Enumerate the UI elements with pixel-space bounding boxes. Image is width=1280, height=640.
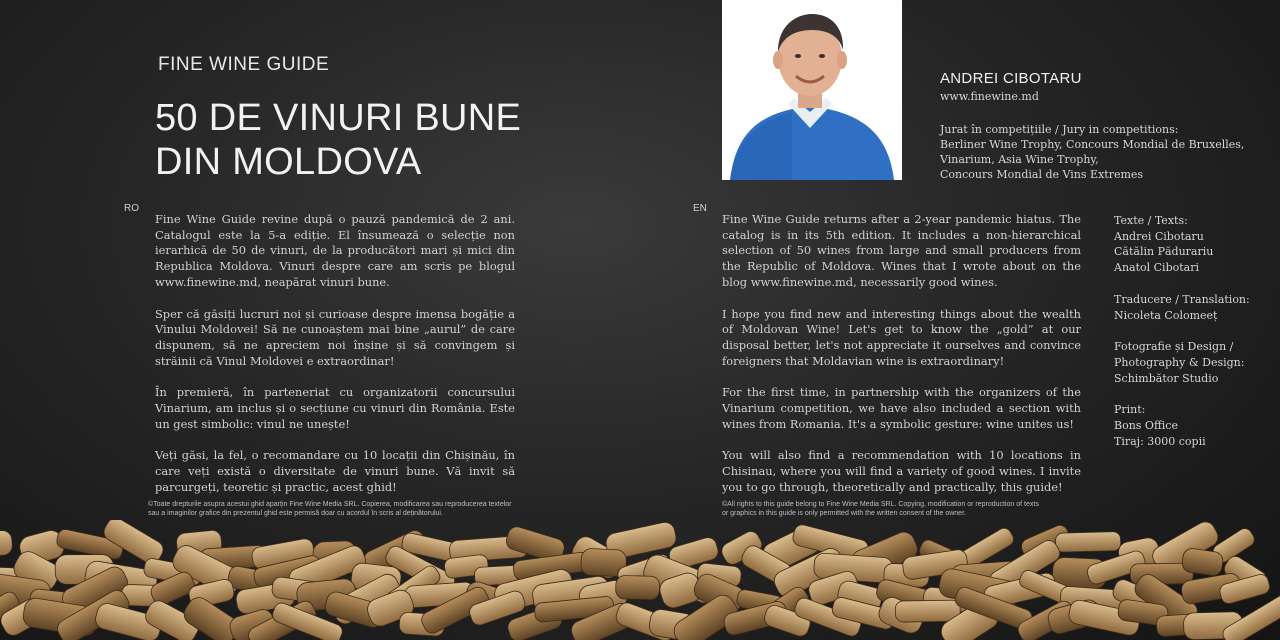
- ro-paragraph: În premieră, în parteneriat cu organizatorii concursului Vinarium, am inclus și o secțiune cu vinuri din România. Este un gest simbolic: vinul ne unește!: [155, 385, 515, 431]
- ro-paragraph: Veți găsi, la fel, o recomandare cu 10 locații din Chișinău, în care veți există o diversitate de vinuri bune. Vă invit să parcurgeți, teoretic și practic, acest ghid!: [155, 448, 515, 494]
- en-paragraph: For the first time, in partnership with the organizers of the Vinarium competition, we have also included a section with wines from Romania. It's a symbolic gesture: wine unites us!: [722, 385, 1081, 431]
- author-name: ANDREI CIBOTARU: [940, 70, 1082, 87]
- credits-name: Anatol Cibotari: [1114, 261, 1199, 275]
- ro-copyright: ©Toate drepturile asupra acestui ghid aparțin Fine Wine Media SRL. Copierea, modificarea sau reproducerea textelor sau a imaginilor grafice din prezentul ghid este permisă doar cu acordul în scris al deținătorului.: [148, 501, 512, 517]
- credits-name: Cătălin Pădurariu: [1114, 245, 1214, 259]
- language-label-en: EN: [693, 203, 707, 214]
- credits-print-run: Tiraj: 3000 copii: [1114, 434, 1206, 448]
- jury-line: Berliner Wine Trophy, Concours Mondial de Bruxelles,: [940, 138, 1245, 151]
- credits-photo-label: Fotografie și Design /: [1114, 340, 1234, 354]
- jury-line: Jurat în competițiile / Jury in competitions:: [940, 123, 1179, 136]
- credits-texts-label: Texte / Texts:: [1114, 214, 1188, 227]
- en-body-text: [722, 212, 1081, 512]
- wine-corks-image: [0, 520, 1280, 640]
- credits-photo-label: Photography & Design:: [1114, 355, 1245, 369]
- author-portrait: [722, 0, 902, 180]
- en-paragraph: You will also find a recommendation with 10 locations in Chisinau, where you will find a variety of good wines. I invite you to go through, theoretically and practically, this guide!: [722, 448, 1081, 494]
- en-paragraph: Fine Wine Guide returns after a 2-year pandemic hiatus. The catalog is in its 5th edition. It includes a non-hierarchical selection of 50 wines from large and small producers from the Republic of Moldova. Wines that I wrote about on the blog www.finewine.md, necessarily good wines.: [722, 212, 1081, 289]
- en-copyright: ©All rights to this guide belong to Fine Wine Media SRL. Copying, modification or reproduction of texts or graphics in this guide is only permitted with the written consent of the owner.: [722, 501, 1039, 517]
- cork: [1055, 532, 1120, 553]
- ro-paragraph: Fine Wine Guide revine după o pauză pandemică de 2 ani. Catalogul este la 5-a ediție. El însumează o selecție non ierarhică de 50 de vinuri, de la producători mari și mici din Republica Moldova. Vinuri despre care am scris pe blogul www.finewine.md, neapărat vinuri bune.: [155, 212, 515, 289]
- jury-line: Concours Mondial de Vins Extremes: [940, 168, 1144, 181]
- title-line-1: 50 DE VINURI BUNE: [155, 97, 522, 139]
- page-title: [155, 96, 521, 184]
- en-paragraph: I hope you find new and interesting things about the wealth of Moldovan Wine! Let's get to know the „gold” at our disposal better, let's not appreciate it ourselves and convince foreigners that Moldavian wine is extraordinary!: [722, 306, 1081, 368]
- credits-column: [1114, 213, 1250, 449]
- credits-name: Andrei Cibotaru: [1114, 229, 1204, 243]
- portrait-photo: [722, 0, 902, 180]
- credits-name: Schimbător Studio: [1114, 371, 1219, 385]
- cork: [0, 530, 13, 559]
- ro-body-text: [155, 212, 515, 512]
- guide-kicker: FINE WINE GUIDE: [158, 54, 330, 75]
- author-website: www.finewine.md: [940, 90, 1039, 103]
- credits-translation-label: Traducere / Translation:: [1114, 292, 1250, 306]
- title-line-2: DIN MOLDOVA: [155, 141, 422, 183]
- cork: [895, 600, 960, 622]
- credits-name: Nicoleta Colomeeț: [1114, 308, 1218, 322]
- language-label-ro: RO: [124, 203, 139, 214]
- jury-info: [940, 122, 1244, 182]
- cork: [616, 575, 660, 599]
- credits-name: Bons Office: [1114, 419, 1178, 433]
- credits-print-label: Print:: [1114, 403, 1146, 417]
- ro-paragraph: Sper că găsiți lucruri noi și curioase despre imensa bogăție a Vinului Moldovei! Să ne cunoaștem mai bine „aurul” de care dispunem, să ne apreciem noi înșine și să convingem și străinii că Vinul Moldovei e extraordinar!: [155, 306, 515, 368]
- jury-line: Vinarium, Asia Wine Trophy,: [940, 153, 1099, 166]
